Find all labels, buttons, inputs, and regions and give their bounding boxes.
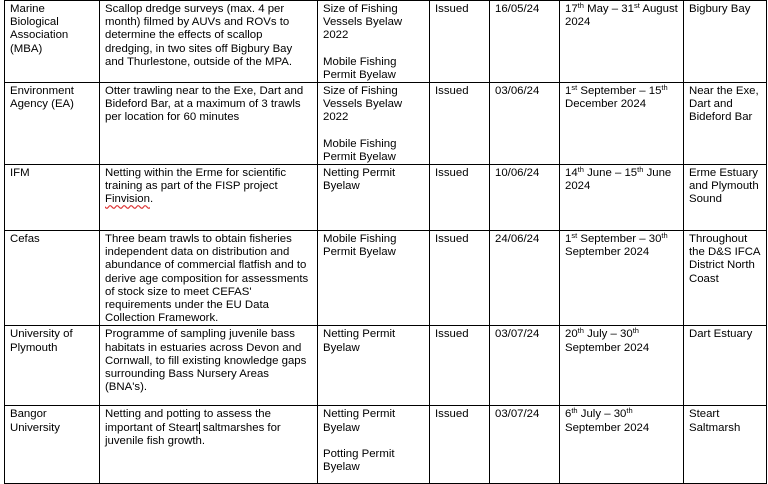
- byelaw-cell: [318, 231, 430, 326]
- status-cell: Issued: [430, 83, 490, 165]
- description-cell: Netting and potting to assess the important of Steart saltmarshes for juvenile fish growth.: [100, 406, 318, 484]
- byelaw-text: Mobile Fishing Permit Byelaw: [323, 137, 397, 163]
- description-cell: Three beam trawls to obtain fisheries independent data on distribution and abundance of commercial flatfish and to derive age composition for assessments of stock size to meet CEFAS' requirements under the EU Data Collection Framework.: [100, 231, 318, 326]
- description-cell: Scallop dredge surveys (max. 4 per month) filmed by AUVs and ROVs to determine the effects of scallop dredging, in two sites off Bigbury Bay and Thurlestone, outside of the MPA.: [100, 1, 318, 83]
- date-issued-cell: 10/06/24: [490, 165, 560, 231]
- status-cell: Issued: [430, 165, 490, 231]
- organisation-cell: Cefas: [5, 231, 100, 326]
- description-cell: Netting within the Erme for scientific training as part of the FISP project Finvision.: [100, 165, 318, 231]
- date-issued-cell: 24/06/24: [490, 231, 560, 326]
- byelaw-cell: [318, 83, 430, 165]
- status-cell: Issued: [430, 326, 490, 406]
- byelaw-cell: [318, 1, 430, 83]
- byelaw-text: Potting Permit Byelaw: [323, 447, 395, 474]
- period-cell: 20th July – 30th September 2024: [560, 326, 684, 406]
- organisation-cell: Marine Biological Association (MBA): [5, 1, 100, 83]
- status-cell: Issued: [430, 231, 490, 326]
- period-cell: 1st September – 30th September 2024: [560, 231, 684, 326]
- date-issued-cell: 03/07/24: [490, 406, 560, 484]
- table-row: [5, 231, 767, 326]
- location-cell: Near the Exe, Dart and Bideford Bar: [684, 83, 767, 165]
- table-row: [5, 83, 767, 165]
- byelaw-text: Mobile Fishing Permit Byelaw: [323, 55, 397, 81]
- byelaw-cell: [318, 326, 430, 406]
- date-issued-cell: 03/06/24: [490, 83, 560, 165]
- location-cell: Steart Saltmarsh: [684, 406, 767, 484]
- date-issued-cell: 03/07/24: [490, 326, 560, 406]
- description-cell: Programme of sampling juvenile bass habitats in estuaries across Devon and Cornwall, to fill existing knowledge gaps surrounding Bass Nursery Areas (BNA's).: [100, 326, 318, 406]
- location-cell: Bigbury Bay: [684, 1, 767, 83]
- byelaw-text: Netting Permit Byelaw: [323, 167, 396, 193]
- research-permits-table: [4, 0, 767, 484]
- date-issued-cell: 16/05/24: [490, 1, 560, 83]
- description-cell: Otter trawling near to the Exe, Dart and Bideford Bar, at a maximum of 3 trawls per location for 60 minutes: [100, 83, 318, 165]
- byelaw-cell: [318, 406, 430, 484]
- status-cell: Issued: [430, 1, 490, 83]
- byelaw-text: Mobile Fishing Permit Byelaw: [323, 233, 397, 259]
- table-row: [5, 1, 767, 83]
- permits-document-page: [4, 0, 766, 478]
- organisation-cell: Environment Agency (EA): [5, 83, 100, 165]
- spellcheck-flagged-word: Finvision: [105, 193, 150, 206]
- period-cell: 17th May – 31st August 2024: [560, 1, 684, 83]
- table-row: [5, 406, 767, 484]
- organisation-cell: Bangor University: [5, 406, 100, 484]
- period-cell: 1st September – 15th December 2024: [560, 83, 684, 165]
- period-cell: 14th June – 15th June 2024: [560, 165, 684, 231]
- organisation-cell: IFM: [5, 165, 100, 231]
- period-cell: 6th July – 30th September 2024: [560, 406, 684, 484]
- byelaw-text: Size of Fishing Vessels Byelaw 2022: [323, 3, 403, 42]
- table-row: [5, 326, 767, 406]
- status-cell: Issued: [430, 406, 490, 484]
- location-cell: Dart Estuary: [684, 326, 767, 406]
- byelaw-cell: [318, 165, 430, 231]
- location-cell: Erme Estuary and Plymouth Sound: [684, 165, 767, 231]
- byelaw-text: Size of Fishing Vessels Byelaw 2022: [323, 85, 403, 124]
- byelaw-text: Netting Permit Byelaw: [323, 328, 396, 354]
- organisation-cell: University of Plymouth: [5, 326, 100, 406]
- location-cell: Throughout the D&S IFCA District North Coast: [684, 231, 767, 326]
- table-row: [5, 165, 767, 231]
- byelaw-text: Netting Permit Byelaw: [323, 408, 396, 434]
